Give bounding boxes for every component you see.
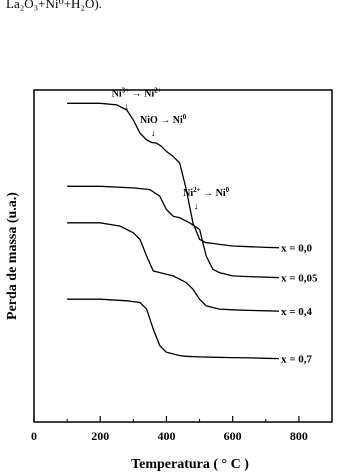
x-tick-label: 600	[223, 429, 242, 443]
reaction-annotation: $Ni^{2+} \to Ni^0$	[183, 186, 230, 200]
x-tick-label: 0	[31, 429, 37, 443]
reaction-annotation: $Ni^{3+} \to Ni^{2+}$	[111, 86, 162, 100]
down-arrow-icon: ↓	[193, 201, 199, 213]
series-line	[67, 186, 279, 277]
series-line	[67, 299, 279, 358]
curves	[67, 103, 279, 358]
x-tick-label: 400	[157, 429, 176, 443]
series-line	[67, 223, 279, 311]
annotations	[112, 87, 230, 213]
x-axis-ticks	[31, 416, 308, 443]
curve-labels	[281, 243, 318, 366]
x-tick-label: 200	[91, 429, 110, 443]
x-axis-title: Temperatura ( ° C )	[131, 457, 249, 472]
y-axis-title: Perda de massa (u.a.)	[5, 192, 20, 320]
series-label: x = 0,7	[281, 353, 313, 366]
down-arrow-icon: ↓	[150, 128, 156, 140]
reaction-annotation: NiO → $Ni^0$	[139, 113, 187, 127]
series-label: x = 0,05	[281, 272, 318, 285]
down-arrow-icon: ↓	[124, 101, 130, 113]
series-label: x = 0,0	[281, 242, 313, 255]
series-label: x = 0,4	[281, 306, 313, 319]
plot-frame	[34, 90, 332, 422]
caption-fragment: La₂O₃+Ni⁰+H₂O).	[6, 0, 102, 11]
x-tick-label: 800	[289, 429, 308, 443]
